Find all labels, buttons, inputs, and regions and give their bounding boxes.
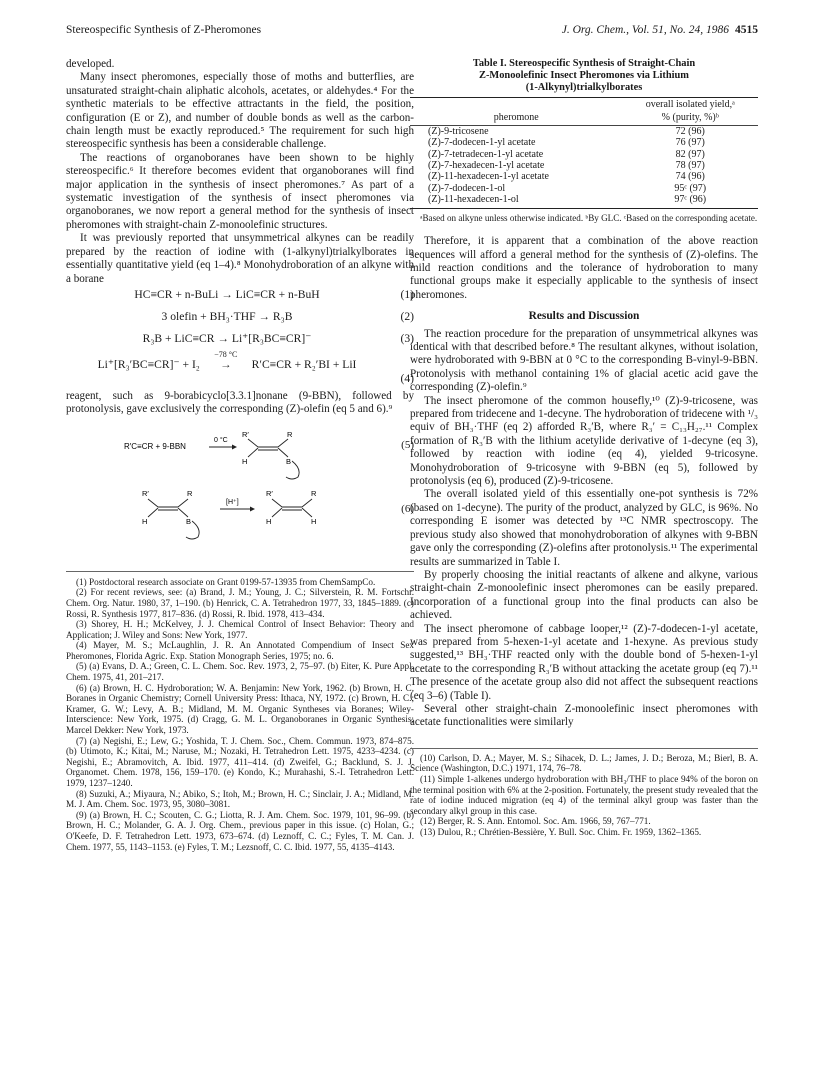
pheromone-yield-table: overall isolated yield,ᵃ pheromone % (purity, %)ᵇ (Z)-9-tricosene 72 (96) (Z)-7-dodecen-1-yl acetate 76 (97) (Z)-7-tetradecen-1-yl acetate 82 (97) (Z)-7-hexadecen-1-yl acetate 78 (97) (Z)-11-hexadecen-1-yl acetate 74 (96) (Z)-7-dodecen-1-ol 95ᶜ (97) (Z)-11-hexadecen-1-ol 97ᶜ (96) — [410, 97, 758, 209]
journal-citation: J. Org. Chem., Vol. 51, No. 24, 1986 — [561, 24, 729, 36]
footnote: (10) Carlson, D. A.; Mayer, M. S.; Sihacek, D. L.; James, J. D.; Beroza, M.; Bierl, B. A. Science (Washington, D.C.) 1971, 174, 76–78. — [410, 752, 758, 774]
table-row: (Z)-11-hexadecen-1-yl acetate 74 (96) — [428, 171, 705, 183]
svg-text:R′: R′ — [266, 488, 273, 498]
table-row: (Z)-9-tricosene 72 (96) — [428, 125, 705, 137]
running-header-left: Stereospecific Synthesis of Z-Pheromones — [66, 24, 262, 36]
table-row: (Z)-7-dodecen-1-yl acetate 76 (97) — [428, 137, 705, 149]
svg-text:R: R — [187, 488, 193, 498]
table-row: (Z)-7-tetradecen-1-yl acetate 82 (97) — [428, 148, 705, 160]
table-footnote: ᵃBased on alkyne unless otherwise indicated. ᵇBy GLC. ᶜBased on the corresponding acetate. — [420, 212, 758, 223]
paragraph: The reaction procedure for the preparation of unsymmetrical alkynes was identical with that described before.⁸ The resultant alkynes, without isolation, were hydroborated with 9-BBN at 0 °C to the corresponding B-vinyl-9-BBN. Protonolysis with methanol containing 1% of glacial acetic acid gave the corresponding (Z)-olefin.⁹ — [410, 327, 758, 394]
footnote: (1) Postdoctoral research associate on Grant 0199-57-13935 from ChemSampCo. — [76, 576, 376, 587]
paragraph: The insect pheromone of the common housefly,¹⁰ (Z)-9-tricosene, was prepared from tridecene and 1-decyne. The hydroboration of tridecene with ¹/₃ equiv of BH₃·THF (eq 2) afforded R₃′B, where R₃′ = C₁₃H₂₇.¹¹ Complex formation of R₃′B with the lithium acetylide derivative of 1-decyne (eq 3), followed by reaction with iodine (eq 4), yielded 9-tricosyne. Monohydroboration of 9-tricosyne with 9-BBN (eq 5), followed by protonolysis (eq 6), produced (Z)-9-tricosene. — [410, 394, 758, 488]
paragraph: reagent, such as 9-borabicyclo[3.3.1]nonane (9-BBN), followed by protonolysis, gave exclusively the corresponding (Z)-olefin (eq 5 and 6).⁹ — [66, 389, 414, 416]
svg-text:R′: R′ — [142, 488, 149, 498]
svg-text:R′C≡CR + 9-BBN: R′C≡CR + 9-BBN — [124, 441, 186, 451]
paragraph: Many insect pheromones, especially those of moths and butterflies, are unsaturated straight-chain aliphatic alcohols, acetates, or aldehydes.⁴ For the synthetic materials to be effective attractants in the field, the position, configuration (E or Z), and number of double bonds as well as the carbon-chain length must be exactly reproduced.⁵ The requirement for such high stereospecific synthesis has been a considerable challenge. — [66, 71, 414, 151]
section-heading: Results and Discussion — [528, 310, 640, 323]
table-row: (Z)-11-hexadecen-1-ol 97ᶜ (96) — [410, 194, 758, 208]
page-number: 4515 — [735, 24, 758, 36]
protonolysis-scheme — [66, 481, 388, 553]
paragraph: The reactions of organoboranes have been shown to be highly stereospecific.⁶ It therefore becomes evident that organoboranes will find major application in the synthesis of insect pheromones.⁷ As part of a systematic investigation of the synthesis of insect pheromones via organoboranes, we now report a general method for the synthesis of insect pheromones with straight-chain Z-monoolefinic structures. — [66, 151, 414, 231]
equation-1: HC≡CR + n-BuLi → LiC≡CR + n-BuH (1) — [134, 287, 414, 301]
table-row: (Z)-7-dodecen-1-ol 95ᶜ (97) — [428, 182, 707, 194]
svg-text:R: R — [311, 488, 317, 498]
column-header-pheromone: pheromone — [410, 111, 623, 125]
svg-text:H: H — [266, 516, 272, 526]
table-row: (Z)-7-hexadecen-1-yl acetate 78 (97) — [428, 160, 705, 172]
paragraph: Several other straight-chain Z-monoolefinic insect pheromones with acetate functionalities were similarly — [410, 702, 758, 729]
paragraph: By properly choosing the initial reactants of alkene and alkyne, various straight-chain Z-monoolefinic insect pheromones can be easily prepared. Incorporation of a functional group into the final products can also be achieved. — [410, 568, 758, 622]
footnote: (6) (a) Brown, H. C. Hydroboration; W. A. Benjamin: New York, 1962. (b) Brown, H. C. Boranes in Organic Chemistry; Cornell University Press: Ithaca, NY, 1972. (c) Brown, H. C.; Kramer, G. W.; Levy, A. B.; Midland, M. M. Organic Syntheses via Boranes; Wiley-Interscience: New York, 1975. (d) Cragg, G. M. L. Organoboranes in Organic Synthesis; Marcel Dekker: New York, 1973. — [66, 682, 414, 736]
footnote: (4) Mayer, M. S.; McLaughlin, J. R. An Annotated Compendium of Insect Sex Pheromones, Florida Agric. Exp. Station Monograph Series, 1975; no. 6. — [66, 640, 414, 661]
scheme-6: R′ R H B [H⁺] R′ R H H (6) — [66, 481, 414, 553]
svg-text:H: H — [311, 516, 317, 526]
left-column — [66, 58, 414, 852]
reaction-condition: −78 °C — [214, 349, 238, 359]
svg-text:B: B — [186, 516, 192, 526]
paragraph: The insect pheromone of cabbage looper,¹² (Z)-7-dodecen-1-yl acetate, was prepared from 5-hexen-1-yl acetate and 1-hexyne. As previous study suggested,¹³ BH₃·THF reacted only with the double bond of 5-hexen-1-yl acetate to the corresponding R₃′B without attacking the acetate group (eq 7).¹¹ The presence of the acetate group also did not affect the subsequent reactions (eq 3–6) (Table I). — [410, 622, 758, 702]
column-header-yield: overall isolated yield,ᵃ — [623, 98, 758, 112]
equation-2: 3 olefin + BH₃·THF → R₃B (2) — [161, 309, 414, 323]
equation-3: R₃B + LiC≡CR → Li⁺[R₃BC≡CR]⁻ (3) — [142, 331, 414, 345]
svg-text:R: R — [287, 429, 293, 439]
footnotes-left — [66, 571, 414, 852]
paragraph: developed. — [66, 58, 115, 70]
svg-text:R′: R′ — [242, 429, 249, 439]
footnote: (3) Shorey, H. H.; McKelvey, J. J. Chemical Control of Insect Behavior: Theory and Application; J. Wiley and Sons: New York, 1977. — [66, 619, 414, 640]
scheme-5: R′C≡CR + 9-BBN 0 °C R′ R H B (5) — [66, 417, 414, 481]
footnote: (5) (a) Evans, D. A.; Green, C. L. Chem. Soc. Rev. 1973, 2, 75–97. (b) Eiter, K. Pure Appl. Chem. 1975, 41, 201–217. — [66, 661, 414, 683]
footnote: (7) (a) Negishi, E.; Lew, G.; Yoshida, T. J. Chem. Soc., Chem. Commun. 1973, 874–875. (b) Utimoto, K.; Kitai, M.; Naruse, M.; Nozaki, H. Tetrahedron Lett. 1975, 4233–4234. (c) Negishi, E.; Abramovitch, A. Ibid. 1977, 411–414. (d) Zweifel, G.; Backlund, S. J. J. Organomet. Chem. 1978, 156, 159–170. (e) Kondo, K.; Murahashi, S.-I. Tetrahedron Lett. 1979, 1237–1240. — [66, 735, 414, 788]
svg-text:H: H — [242, 456, 248, 466]
equation-4: Li⁺[R₃′BC≡CR]⁻ + I₂ −78 °C → R′C≡CR + R₂′BI + LiI (4) — [97, 349, 414, 385]
footnote: (12) Berger, R. S. Ann. Entomol. Soc. Am. 1966, 59, 767–771. — [420, 816, 651, 827]
svg-text:B: B — [286, 456, 292, 466]
paragraph: It was previously reported that unsymmetrical alkynes can be readily prepared by the reaction of iodine with (1-alkynyl)trialkylborates in essentially quantitative yield (eq 1–4).⁸ Monohydroboration of an alkyne with a borane — [66, 232, 414, 285]
running-header-right — [562, 24, 758, 36]
footnote: (9) (a) Brown, H. C.; Scouten, C. G.; Liotta, R. J. Am. Chem. Soc. 1979, 101, 96–99. (b) Brown, H. C.; Molander, G. A. J. Org. Chem., previous paper in this issue. (c) Holan, G.; O'Keefe, D. F. Tetrahedron Lett. 1973, 673–674. (d) Leznoff, C. C.; Fyles, T. M. Can. J. Chem. 1977, 55, 1143–1153. (e) Fyles, T. M.; Lezsnoff, C. C. Ibid. 1977, 55, 4135–4143. — [66, 809, 414, 852]
svg-text:H: H — [142, 516, 148, 526]
footnote: (11) Simple 1-alkenes undergo hydroboration with BH₃/THF to place 94% of the boron on the terminal position with 6% at the 2-position. Fortunately, the present study revealed that the rate of iodine induced migration (eq 4) of the terminal alkyl group was faster than the secondary alkyl group in this case. — [410, 773, 758, 816]
right-column — [410, 58, 758, 838]
table-title: Table I. Stereospecific Synthesis of Straight-Chain Z-Monoolefinic Insect Pheromones via Lithium (1-Alkynyl)trialkylborates — [472, 58, 696, 93]
hydroboration-scheme — [66, 417, 388, 481]
footnote: (13) Dulou, R.; Chrétien-Bessière, Y. Bull. Soc. Chim. Fr. 1959, 1362–1365. — [420, 826, 702, 837]
footnotes-right — [410, 748, 758, 838]
svg-text:0 °C: 0 °C — [214, 436, 228, 444]
svg-text:[H⁺]: [H⁺] — [226, 498, 239, 506]
footnote: (2) For recent reviews, see: (a) Brand, J. M.; Young, J. C.; Silverstein, R. M. Fortschr. Chem. Org. Natur. 1980, 37, 1–190. (b) Henrick, C. A. Tetrahedron 1977, 33, 1845–1889. (c) Rossi, R. Synthesis 1977, 817–836. (d) Rossi, R. Ibid. 1978, 413–434. — [66, 587, 414, 619]
footnote: (8) Suzuki, A.; Miyaura, N.; Abiko, S.; Itoh, M.; Brown, H. C.; Sinclair, J. A.; Midland, M. M. J. Am. Chem. Soc. 1973, 95, 3080–3081. — [66, 788, 414, 810]
table-1 — [410, 58, 758, 223]
paragraph: The overall isolated yield of this essentially one-pot synthesis is 72% (based on 1-decyne). The purity of the product, analyzed by GLC, is 96%. No corresponding E isomer was detected by ¹³C NMR spectroscopy. The previous study also showed that monohydroboration of alkynes with 9-BBN gave only the corresponding (Z)-olefins after protonolysis.¹¹ The experimental results are summarized in Table I. — [410, 488, 758, 568]
paragraph: Therefore, it is apparent that a combination of the above reaction sequences will afford a general method for the synthesis of (Z)-olefins. The mild reaction conditions and the tolerance of hydroboration to many functional groups make it especially applicable to the synthesis of insect pheromones. — [410, 235, 758, 301]
